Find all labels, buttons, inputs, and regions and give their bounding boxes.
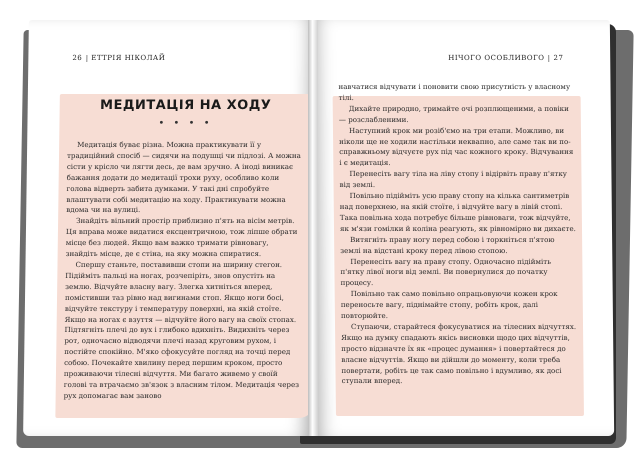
paragraph: Витягніть праву ногу перед собою і торкніться п'ятою землі на відстані кроку перед лівою стопою. (340, 234, 555, 255)
left-page-body (64, 140, 304, 402)
left-page (23, 20, 315, 436)
paragraph: Медитація буває різна. Можна практикувати її у традиційний спосіб — сидячи на подушці чи підлозі. А можна сісти у крісло чи лягти десь, де вам зручно. А іноді виникає бажання додати до медитації трохи руху, особливо коли голова відверть забита думками. У такі дні спробуйте влаштувати собі медитацію на ходу. Практикувати можна вдома чи на вулиці. (66, 140, 301, 215)
paragraph: Дихайте природно, тримайте очі розплющеними, а повіки — розслабленими. (338, 103, 569, 124)
left-page-header (72, 54, 165, 62)
title-ornament: • • • • (158, 118, 213, 129)
chapter-title: МЕДИТАЦІЯ НА ХОДУ (99, 98, 272, 113)
paragraph: Перенесіть вагу тіла на ліву стопу і відірвіть праву п'ятку від землі. (339, 169, 567, 190)
paragraph: Ступаючи, старайтеся фокусуватися на тілесних відчуттях. Якщо на думку спадають якісь висновки щодо цих відчуттів, просто відзначте їх як «процес думання» і повертайтеся до власне відчуттів. Якщо ви дійшли до моменту, коли треба повертати, робіть це так само повільно і вдумливо, як досі ступали вперед. (341, 321, 577, 386)
paragraph: Повільно так само повільно опрацьовуючи кожен крок переносьте вагу, піднімайте стопу, робіть крок, далі повторюйте. (340, 289, 558, 321)
right-page-header (448, 54, 563, 62)
right-page (312, 20, 614, 436)
right-page-body (338, 82, 577, 387)
left-page-number: 26 (72, 54, 83, 62)
paragraph: Повільно підійміть усю праву стопу на кілька сантиметрів над поверхнею, на якій стоїте, і відчуйте вагу в лівій стопі. Така повільна хода потребує більше рівноваги, тож відчуйте, як м'язи гомілки й коліна реагують, як рівномірно ви дихаєте. (339, 191, 576, 233)
paragraph: Наступний крок ми розіб'ємо на три етапи. Можливо, ви ніколи ще не ходили настільки неквапно, але саме так ви по-справжньому відчуєте рух під час кожного кроку. Відчування і є медитація. (339, 125, 574, 168)
paragraph: Знайдіть вільний простір приблизно п'ять на вісім метрів. Ця вправа може видатися ексцентричною, тож ліпше обрати місце без людей. Якщо вам важко тримати рівновагу, знайдіть місце, де є стіна, на яку можна спиратися. (65, 216, 298, 259)
right-page-number: 27 (553, 54, 564, 62)
book-gutter (308, 20, 318, 436)
paragraph: Перенесіть вагу на праву стопу. Одночасно підійміть п'ятку лівої ноги від землі. Ви повернулися до початку процесу. (340, 256, 552, 288)
right-header-title: НІЧОГО ОСОБЛИВОГО (448, 54, 545, 62)
paragraph: навчатися відчувати і поновити свою присутність у власному тілі. (338, 82, 571, 102)
header-divider (86, 55, 87, 62)
paragraph: Спершу станьте, поставивши стопи на ширину стегон. Підійміть пальці на ногах, розчепіріть, знов опустіть на землю. Відчуйте власну вагу. Злегка хитніться вперед, помістивши таз рівно над вигинами стоп. Якщо ноги босі, відчуйте текстуру і температуру поверхні, на якій стоїте. Якщо на ногах є взуття — відчуйте його вагу на своїх стопах. Підтягніть плечі до вух і глибоко вдихніть. Видихніть через рот, одночасно відводячи плечі назад круговим рухом, і постійте спокійно. М'яко сфокусуйте погляд на точці перед собою. Почекайте хвилину перед першим кроком, просто проживаючи тілесні відчуття. Ми багато живемо у своїй голові та втрачаємо зв'язок з власним тілом. Медитація через рух допомагає вам заново (63, 259, 300, 400)
header-divider (548, 55, 549, 62)
left-header-author: ЕТТРІЯ НІКОЛАЙ (91, 54, 166, 62)
